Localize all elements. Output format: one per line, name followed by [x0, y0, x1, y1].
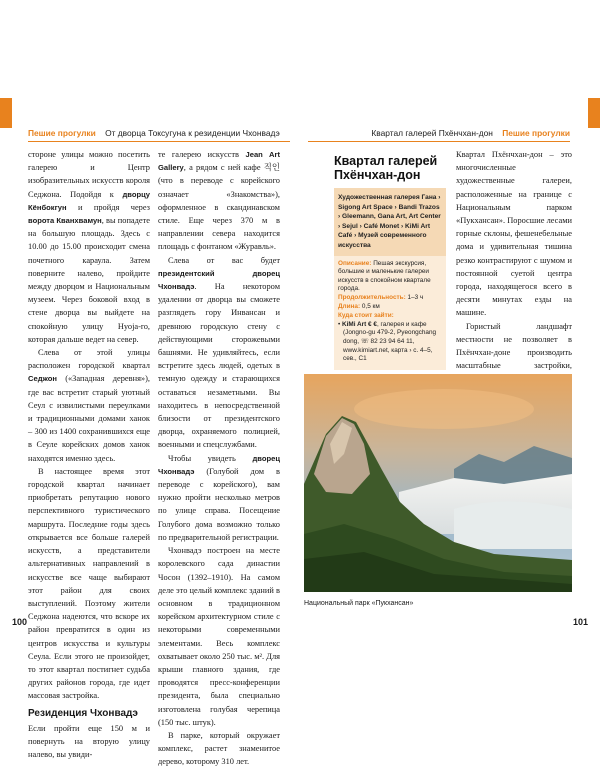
keyword: Седжон	[28, 374, 57, 384]
paragraph: Квартал Пхёнчхан-дон – это многочисленные художественные галереи, расположенные на границе с Национальным парком «Пукхансан». Поросшие лесами горные склоны, фешенебельные дома и удивительная тишина резко контрастируют с шумом и постоянной суетой центра города, находящегося всего в десяти минутах езды на машине.	[456, 150, 572, 318]
paragraph: Слева от этой улицы расположен городской квартал Седжон («Западная деревня»), где вас встретит старый уютный Сеул с извилистыми переулками и традиционными домами ханок – 300 из 1400 сохранившихся еще в Сеуле корейских домов ханок находятся именно здесь.	[28, 348, 150, 463]
page-number-left: 100	[12, 617, 28, 627]
walk-info-box	[334, 154, 446, 370]
paragraph: Чтобы увидеть дворец Чхонвадэ (Голубой дом в переводе с корейского), вам нужно пройти несколько метров по улице справа. Посещение Голубого дома возможно только по предварительной регистрации.	[158, 453, 280, 542]
header-chapter-title: От дворца Токсугуна к резиденции Чхонвадэ	[105, 128, 280, 138]
left-page-header	[28, 128, 290, 142]
walk-length: Длина: 0,5 км	[338, 302, 380, 310]
keyword: дворец Чхонвадэ	[158, 453, 280, 476]
right-page-header	[308, 128, 570, 142]
right-page-edge-tab	[588, 98, 600, 128]
section-heading: Резиденция Чхонвадэ	[28, 707, 138, 719]
walk-duration: Продолжительность: 1–3 ч	[338, 293, 424, 301]
paragraph: те галерею искусств Jean Art Gallery, а рядом с ней кафе 직인 (что в переводе с корейского означает «Знакомства»), оформленное в скандинавском стиле. Еще через 370 м в направлении севера находится площадь с фонтаном «Журавль».	[158, 150, 280, 252]
left-page-column-1	[28, 148, 150, 761]
paragraph: Чхонвадэ построен на месте королевского сада династии Чосон (1392–1910). На самом деле это целый комплекс зданий в основном в традиционном корейском архитектурном стиле с некоторыми современными элементами. Весь комплекс охватывает около 250 тыс. м². Для крыши главного здания, где проводятся пресс-конференции президента, была специально изготовлена голубая черепица (150 тыс. штук).	[158, 546, 280, 727]
walk-title: Квартал галерей Пхёнчхан-дон	[334, 154, 438, 182]
walk-route-stops: Художественная галерея Гана › Sigong Art Space › Bandi Trazos › Gleemann, Gana Art, Art Center › Sejul › Café Monet › KiMi Art Café › Музей современного искусства	[334, 188, 446, 256]
keyword: Jean Art Gallery	[158, 150, 280, 173]
header-chapter-title: Квартал галерей Пхёнчхан-дон	[371, 128, 493, 138]
left-page-column-2	[158, 148, 280, 769]
national-park-photo	[304, 374, 572, 592]
paragraph: Гористый ландшафт местности не позволяет в Пхёнчхан-доне производить масштабные застройки,	[456, 321, 572, 371]
keyword: ворота Кванхвамун	[28, 216, 102, 226]
header-section-label: Пешие прогулки	[502, 128, 570, 138]
paragraph: Если пройти еще 150 м и повернуть на вторую улицу налево, вы увиди-	[28, 723, 150, 760]
walk-description: Описание: Пешая экскурсия, большие и маленькие галереи искусств в спокойном квартале города.	[338, 259, 431, 293]
left-page-edge-tab	[0, 98, 12, 128]
photo-caption: Национальный парк «Пукхансан»	[304, 600, 414, 607]
paragraph: В настоящее время этот городской квартал начинает приобретать репутацию нового перспективного туристического маршрута. Последние годы здесь открывается все больше галерей искусств, а представители альтернативных направлений в искусстве все чаще выбирают этот район для своих выступлений. Поэтому жители Седжона надеются, что вскоре их район превратится в один из центров искусства и культуры Сеула. Если этого не произойдет, то этот квартал постигнет судьба других районов города, где идет массовая застройка.	[28, 466, 150, 701]
page-number-right: 101	[572, 617, 588, 627]
where-to-go-heading: Куда стоит зайти:	[338, 312, 394, 320]
header-section-label: Пешие прогулки	[28, 128, 96, 138]
walk-details	[334, 256, 446, 370]
paragraph: Слева от вас будет президентский дворец Чхонвадэ. На некотором удалении от дворца вы сможете разглядеть гору Инвансан и древнюю городскую стену с действующими сторожевыми башнями. Не удивляйтесь, если встретите здесь людей, одетых в темную одежду и старающихся оставаться незаметными. Вы находитесь в непосредственной близости от президентского дворца, охраняемого полицией, военными и спецслужбами.	[158, 255, 280, 450]
keyword: дворцу Кёнбокгун	[28, 189, 150, 212]
keyword: президентский дворец Чхонвадэ	[158, 268, 280, 292]
paragraph: В парке, который окружает комплекс, растет знаменитое дерево, которому 310 лет.	[158, 730, 280, 767]
paragraph: стороне улицы можно посетить галерею и Центр изобразительных искусств короля Седжона. Подойдя к дворцу Кёнбокгун и пройдя через ворота Кванхвамун, вы попадете на большую площадь. Здесь с 10.00 до 15.00 происходит смена почетного караула. Затем поверните налево, пройдите между дворцом и Национальным музеем. Через боковой вход в стене дворца вы выйдете на спокойную улицу Нуоja-ro, которая дальше ведет на север.	[28, 150, 151, 344]
place-entry: • KiMi Art € €, галерея и кафе (Jongno-gu 479-2, Pyeongchang dong, ☏ 82 23 94 64 11, www.kimiart.net, карта › с. 4–5, сев., С1	[338, 320, 437, 363]
